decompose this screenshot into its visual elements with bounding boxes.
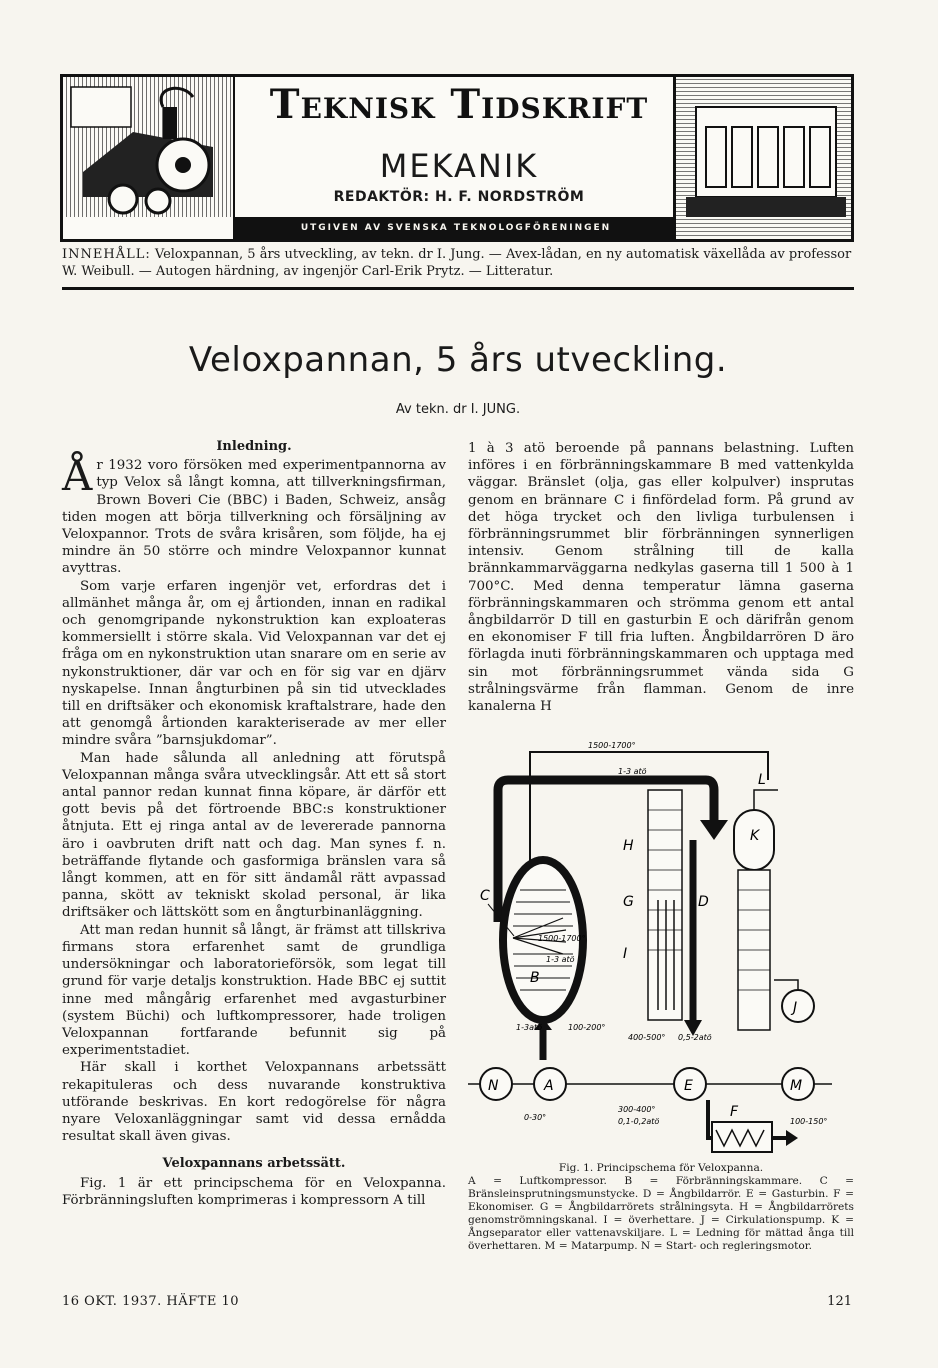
paragraph-4: Att man redan hunnit så långt, är främst att tillskriva firmans stora erfarenhet samt de grundliga undersökningar och laboratorieförsök, som legat till grund för varje detaljs konstruktion. Hade BBC ej suttit inne med mångårig erfarenhet med avgasturbiner (system Büchi) och luftkompressorer, hade troligen Veloxpannan fortfarande befunnit sig på experimentstadiet. bbox=[62, 922, 446, 1059]
paragraph-6: Fig. 1 är ett principschema för en Veloxpanna. Förbränningsluften komprimeras i kompressorn A till bbox=[62, 1175, 446, 1208]
heading-intro: Inledning. bbox=[216, 439, 292, 454]
contents-label: INNEHÅLL: bbox=[62, 247, 151, 262]
editor-line: REDAKTÖR: H. F. NORDSTRÖM bbox=[333, 189, 585, 205]
page-number: 121 bbox=[827, 1294, 852, 1309]
label-J: J bbox=[793, 1000, 798, 1016]
label-F: F bbox=[730, 1104, 739, 1120]
publisher-band: UTGIVEN AV SVENSKA TEKNOLOGFÖRENINGEN bbox=[233, 217, 679, 239]
caption-body: A = Luftkompressor. B = Förbränningskammare. C = Bränsleinsprutningsmunstycke. D = Ångbildarrör. E = Gasturbin. F = Ekonomiser. G = Ångbildarrörets strålningsyta. H = Ångbildarrörets genomströmningskanal. I = överhettare. J = Cirkulationspump. K = Ångseparator eller vattenavskiljare. L = Ledning för mättad ånga till överhettaren. M = Matarpump. N = Start- och regleringsmotor. bbox=[468, 1175, 854, 1252]
article-title: Veloxpannan, 5 års utveckling. bbox=[188, 340, 728, 380]
d-out-temp-label: 400-500° bbox=[628, 1033, 666, 1042]
label-H: H bbox=[623, 838, 634, 854]
air-intake-temp-label: 0-30° bbox=[524, 1113, 547, 1122]
air-in-pressure-label: 1-3atö bbox=[516, 1023, 542, 1032]
caption-title: Fig. 1. Principschema för Veloxpanna. bbox=[558, 1162, 764, 1174]
steam-pressure-label: 0,5-2atö bbox=[678, 1033, 712, 1042]
top-pressure-label: 1-3 atö bbox=[618, 767, 647, 776]
exhaust-temp-label: 300-400° bbox=[618, 1105, 656, 1114]
label-D: D bbox=[698, 894, 709, 910]
heading-work: Veloxpannans arbetssätt. bbox=[162, 1156, 346, 1172]
chamber-temp-label: 1500-1700° bbox=[538, 934, 586, 943]
article-byline: Av tekn. dr I. JUNG. bbox=[395, 402, 521, 417]
paragraph-2: Som varje erfaren ingenjör vet, erfordras det i allmänhet många år, om ej årtionden, innan en radikal och genomgripande nykonstruktion kan exploateras kommersiellt i större skala. Vid Veloxpannan var det ej fråga om en nykonstruktion utan snarare om en serie av nykonstruktioner, där var och en för sig var en djärv nyskapelse. Innan ångturbinen på sin tid utvecklades till en driftsäker och ekonomisk kraftalstrare, hade den att genomgå årtionden karakteriserade av mer eller mindre svåra ”barnsjukdomar”. bbox=[62, 578, 446, 749]
label-L: L bbox=[758, 772, 766, 788]
paragraph-5: Här skall i korthet Veloxpannans arbetssätt rekapituleras och dess nuvarande konstruktiva utförande beskrivas. En kort redogörelse för några nyare Veloxanläggningar samt vid dessa ernådda resultat skall även givas. bbox=[62, 1060, 446, 1145]
section-title: MEKANIK bbox=[379, 147, 539, 185]
label-K: K bbox=[750, 828, 760, 844]
chamber-pressure-label: 1-3 atö bbox=[546, 955, 575, 964]
label-I: I bbox=[623, 946, 628, 962]
contents-divider bbox=[62, 287, 854, 290]
label-M: M bbox=[790, 1078, 803, 1094]
masthead bbox=[60, 74, 676, 242]
velox-schematic bbox=[468, 740, 854, 1160]
exhaust-pressure-label: 0,1-0,2atö bbox=[618, 1117, 660, 1126]
paragraph-7: 1 à 3 atö beroende på pannans belastning. Luften införes i en förbränningskammare B med vattenkylda väggar. Bränslet (olja, gas eller kolpulver) insprutas genom en brännare C i finfördelad form. På grund av det höga trycket och den livliga turbulensen i förbränningsrummet blir förbränningen synnerligen intensiv. Genom strålning till de kalla brännkammarväggarna nedkylas gaserna till 1 500 à 1 700°C. Med denna temperatur lämna gaserna förbränningskammaren och strömma genom ett antal ångbildarrör D till en gasturbin E och därifrån genom en ekonomiser F till fria luften. Ångbildarrören D äro förlagda inuti förbränningskammaren och upptaga med sin mot förbränningsrummet vända sida G strålningsvärme från flamman. Genom de inre kanalerna H bbox=[468, 441, 854, 715]
label-A: A bbox=[544, 1078, 554, 1094]
label-E: E bbox=[684, 1078, 693, 1094]
label-C: C bbox=[480, 888, 490, 904]
left-column bbox=[62, 438, 446, 1278]
label-N: N bbox=[488, 1078, 499, 1094]
top-temp-label: 1500-1700° bbox=[588, 741, 636, 750]
engine-illustration bbox=[676, 74, 854, 242]
paragraph-1: r 1932 voro försöken med experimentpannorna av typ Velox så långt komna, att tillverkningsfirman, Brown Boveri Cie (BBC) i Baden, Schweiz, ansåg tiden mogen att börja tillverkning och försäljning av Veloxpannor. Trots de svåra krisåren, som följde, ha ej mindre än 50 större och mindre Veloxpannor kunnat avyttras. bbox=[62, 458, 446, 577]
label-G: G bbox=[623, 894, 634, 910]
dropcap: Å bbox=[62, 451, 93, 501]
contents-text: Veloxpannan, 5 års utveckling, av tekn. dr I. Jung. — Avex-lådan, en ny automatisk växellåda av professor W. Weibull. — Autogen härdning, av ingenjör Carl-Erik Prytz. — Litteratur. bbox=[62, 247, 852, 279]
magazine-title: Teknisk Tidskrift bbox=[269, 81, 649, 128]
paragraph-3: Man hade sålunda all anledning att förutspå Veloxpannan många svåra utvecklingsår. Att ett så stort antal pannor redan kunnat finna köpare, är därför ett gott bevis på det förtroende BBC:s konstruktioner åtnjuta. Ett ej ringa antal av de levererade pannorna äro i oavbruten drift natt och dag. Man synes f. n. beträffande flytande och gasformiga bränslen vara så långt kommen, att en för sitt ändamål rätt avpassad panna, skött av tekniskt skolad personal, är lika driftsäker och lättskött som en ångturbinanläggning. bbox=[62, 750, 446, 921]
air-in-temp-label: 100-200° bbox=[568, 1023, 606, 1032]
figure-caption bbox=[468, 1162, 854, 1253]
right-column-text bbox=[468, 440, 854, 715]
outlet-temp-label: 100-150° bbox=[790, 1117, 828, 1126]
locomotive-illustration bbox=[63, 77, 235, 217]
label-B: B bbox=[530, 970, 540, 986]
issue-date: 16 OKT. 1937. HÄFTE 10 bbox=[62, 1294, 239, 1309]
table-of-contents bbox=[62, 246, 854, 280]
